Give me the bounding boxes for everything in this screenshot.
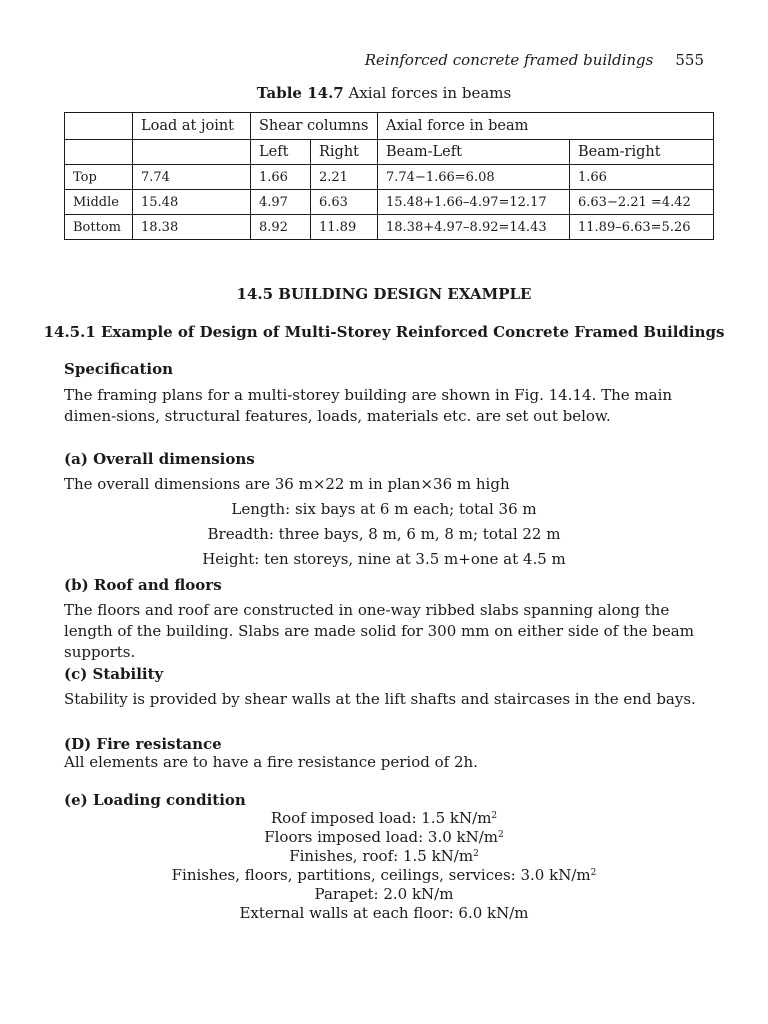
table-header-cell xyxy=(133,140,251,165)
table-cell: 7.74 xyxy=(133,165,251,190)
table-cell: 18.38 xyxy=(133,215,251,240)
table-cell: 18.38+4.97–8.92=14.43 xyxy=(378,215,570,240)
table-header-cell xyxy=(65,140,133,165)
table-header-cell: Right xyxy=(311,140,378,165)
stability-heading: (c) Stability xyxy=(64,665,164,683)
running-head-title: Reinforced concrete framed buildings xyxy=(364,51,654,69)
table-cell: 1.66 xyxy=(251,165,311,190)
load-text: Roof imposed load: 1.5 kN/m xyxy=(270,809,492,827)
running-head xyxy=(365,51,704,69)
table-cell: Bottom xyxy=(65,215,133,240)
loading-heading: (e) Loading condition xyxy=(64,791,246,809)
table-header-cell: Beam-Left xyxy=(378,140,570,165)
table-cell: 7.74−1.66=6.08 xyxy=(378,165,570,190)
superscript: 2 xyxy=(473,849,479,859)
table-row xyxy=(65,190,714,215)
superscript: 2 xyxy=(498,830,504,840)
load-line xyxy=(0,809,768,828)
table-header-cell xyxy=(65,113,133,140)
table-cell: 11.89–6.63=5.26 xyxy=(570,215,714,240)
length-line: Length: six bays at 6 m each; total 36 m xyxy=(231,500,537,518)
load-line xyxy=(0,885,768,904)
overall-heading: (a) Overall dimensions xyxy=(64,450,255,468)
overall-paragraph: The overall dimensions are 36 m×22 m in plan×36 m high xyxy=(64,475,510,493)
fire-heading: (D) Fire resistance xyxy=(64,735,222,753)
table-cell: 15.48 xyxy=(133,190,251,215)
table-subheader-row xyxy=(65,140,714,165)
table-row xyxy=(65,165,714,190)
table-cell: 8.92 xyxy=(251,215,311,240)
table-header-cell: Load at joint xyxy=(133,113,251,140)
table-cell: 11.89 xyxy=(311,215,378,240)
table-caption-text: Axial forces in beams xyxy=(348,84,512,102)
load-line xyxy=(0,828,768,847)
fire-paragraph: All elements are to have a fire resistance period of 2h. xyxy=(64,753,478,771)
height-line: Height: ten storeys, nine at 3.5 m+one at 4.5 m xyxy=(202,550,566,568)
table-cell: 2.21 xyxy=(311,165,378,190)
table-header-cell: Axial force in beam xyxy=(378,113,714,140)
table-header-row xyxy=(65,113,714,140)
load-text: Parapet: 2.0 kN/m xyxy=(314,885,454,903)
table-cell: 1.66 xyxy=(570,165,714,190)
spec-paragraph: The framing plans for a multi-storey building are shown in Fig. 14.14. The main dimen-sions, structural features, loads, materials etc. are set out below. xyxy=(64,386,673,425)
load-line xyxy=(0,866,768,885)
load-text: Finishes, roof: 1.5 kN/m xyxy=(289,847,474,865)
load-text: Floors imposed load: 3.0 kN/m xyxy=(264,828,499,846)
spec-heading: Specification xyxy=(64,360,173,378)
table-header-cell: Shear columns xyxy=(251,113,378,140)
superscript: 2 xyxy=(491,811,498,821)
load-line xyxy=(0,904,768,923)
table-caption xyxy=(0,84,768,102)
roof-paragraph: The floors and roof are constructed in one-way ribbed slabs spanning along the length of the building. Slabs are made solid for 300 mm on either side of the beam supports. xyxy=(64,601,694,661)
load-line xyxy=(0,847,768,866)
page-number: 555 xyxy=(675,51,704,69)
table-cell: 4.97 xyxy=(251,190,311,215)
superscript: 2 xyxy=(590,868,597,878)
axial-forces-table xyxy=(64,112,714,240)
load-text: Finishes, floors, partitions, ceilings, services: 3.0 kN/m xyxy=(171,866,591,884)
table-header-cell: Beam-right xyxy=(570,140,714,165)
stability-paragraph: Stability is provided by shear walls at the lift shafts and staircases in the end bays. xyxy=(64,690,696,708)
table-cell: 15.48+1.66–4.97=12.17 xyxy=(378,190,570,215)
table-cell: 6.63 xyxy=(311,190,378,215)
section-title: 14.5 BUILDING DESIGN EXAMPLE xyxy=(236,285,532,303)
table-cell: 6.63−2.21 =4.42 xyxy=(570,190,714,215)
table-cell: Middle xyxy=(65,190,133,215)
subsection-title: 14.5.1 Example of Design of Multi-Storey Reinforced Concrete Framed Buildings xyxy=(43,323,725,341)
breadth-line: Breadth: three bays, 8 m, 6 m, 8 m; total 22 m xyxy=(207,525,561,543)
table-header-cell: Left xyxy=(251,140,311,165)
load-text: External walls at each floor: 6.0 kN/m xyxy=(239,904,529,922)
table-row xyxy=(65,215,714,240)
roof-heading: (b) Roof and floors xyxy=(64,576,222,594)
table-caption-label: Table 14.7 xyxy=(256,84,344,102)
table-cell: Top xyxy=(65,165,133,190)
